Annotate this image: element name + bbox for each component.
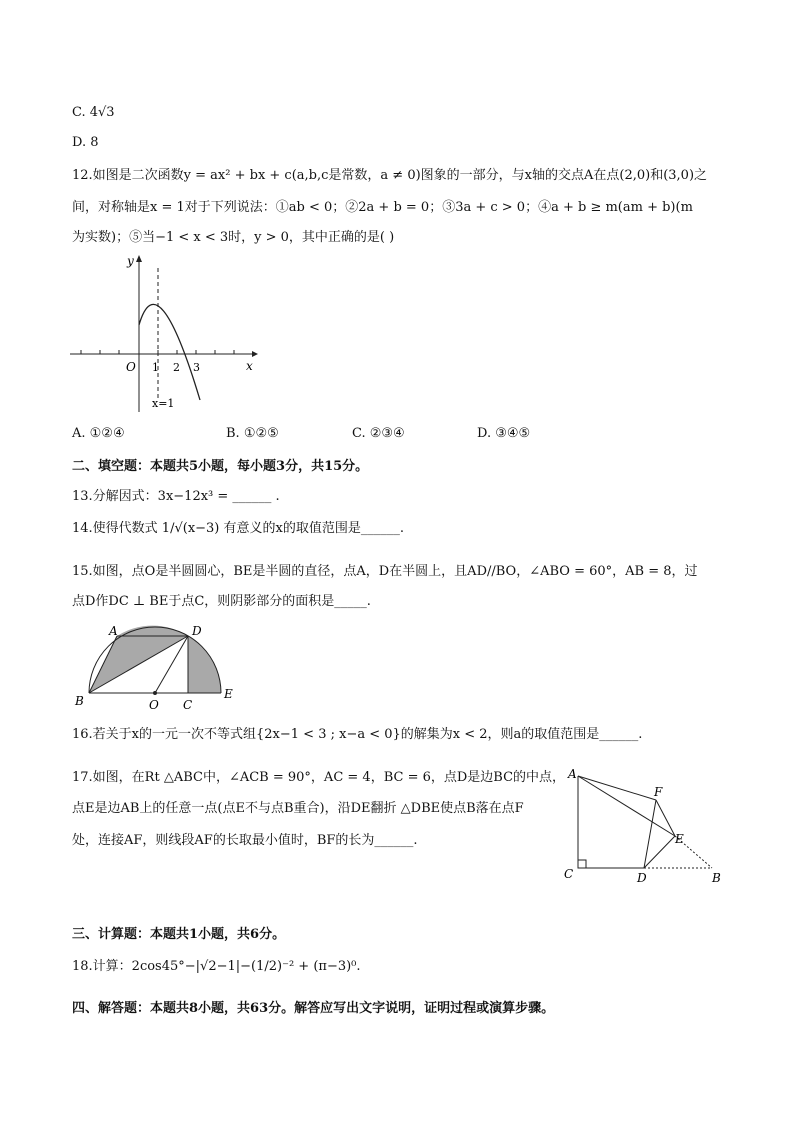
- x-axis-label: x: [246, 359, 253, 373]
- point-d-label-17: D: [637, 871, 647, 885]
- question-18: 18.计算：2cos45°−|√2−1|−(1/2)⁻² + (π−3)⁰.: [72, 959, 361, 974]
- tick-1-label: 1: [152, 361, 159, 374]
- semicircle-figure: [70, 622, 245, 712]
- question-12-line1: 12.如图是二次函数y = ax² + bx + c(a,b,c是常数，a ≠ 0)图象的一部分，与x轴的交点A在点(2,0)和(3,0)之: [72, 168, 708, 183]
- section-3-heading: 三、计算题：本题共1小题，共6分。: [72, 927, 286, 942]
- option-c-q11: C. 4√3: [72, 105, 115, 120]
- tick-3-label: 3: [193, 361, 200, 374]
- parabola-graph: [60, 250, 270, 420]
- point-a-label: A: [109, 624, 118, 638]
- tick-2-label: 2: [173, 361, 180, 374]
- point-f-label: F: [654, 785, 663, 799]
- triangle-fold-figure: [560, 768, 730, 888]
- point-d-label: D: [192, 624, 202, 638]
- option-d-q12: D. ③④⑤: [477, 426, 531, 441]
- question-17-line1: 17.如图，在Rt △ABC中，∠ACB = 90°，AC = 4，BC = 6，点D是边BC的中点，: [72, 770, 566, 785]
- point-c-label: C: [183, 698, 193, 712]
- point-b-label: B: [75, 694, 84, 708]
- option-b-q12: B. ①②⑤: [226, 426, 279, 441]
- origin-label: O: [126, 360, 136, 374]
- point-c-label-17: C: [564, 867, 574, 881]
- section-2-heading: 二、填空题：本题共5小题，每小题3分，共15分。: [72, 459, 369, 474]
- point-e-label-17: E: [675, 832, 684, 846]
- question-17-line2: 点E是边AB上的任意一点(点E不与点B重合)，沿DE翻折 △DBE使点B落在点F: [72, 801, 524, 816]
- question-14: 14.使得代数式 1/√(x−3) 有意义的x的取值范围是______.: [72, 521, 404, 536]
- symmetry-axis-label: x=1: [152, 397, 175, 410]
- question-13: 13.分解因式：3x−12x³ = ______ .: [72, 489, 280, 504]
- point-o-label: O: [149, 698, 159, 712]
- y-axis-label: y: [127, 254, 134, 268]
- question-12-line2: 间，对称轴是x = 1对于下列说法：①ab < 0；②2a + b = 0；③3a + c > 0；④a + b ≥ m(am + b)(m: [72, 200, 693, 215]
- option-c-q12: C. ②③④: [352, 426, 405, 441]
- question-12-line3: 为实数)；⑤当−1 < x < 3时，y > 0，其中正确的是( ): [72, 230, 395, 245]
- question-17-line3: 处，连接AF，则线段AF的长取最小值时，BF的长为______.: [72, 833, 418, 848]
- question-15-line1: 15.如图，点O是半圆圆心，BE是半圆的直径，点A，D在半圆上，且AD//BO，∠ABO = 60°，AB = 8，过: [72, 564, 698, 579]
- question-15-line2: 点D作DC ⊥ BE于点C，则阴影部分的面积是_____.: [72, 594, 371, 609]
- point-a-label-17: A: [568, 767, 577, 781]
- point-e-label: E: [224, 687, 233, 701]
- option-a-q12: A. ①②④: [72, 426, 125, 441]
- question-16: 16.若关于x的一元一次不等式组{2x−1 < 3 ; x−a < 0}的解集为x < 2，则a的取值范围是______.: [72, 727, 643, 742]
- section-4-heading: 四、解答题：本题共8小题，共63分。解答应写出文字说明，证明过程或演算步骤。: [72, 1001, 555, 1016]
- option-d-q11: D. 8: [72, 135, 99, 150]
- point-b-label-17: B: [712, 871, 721, 885]
